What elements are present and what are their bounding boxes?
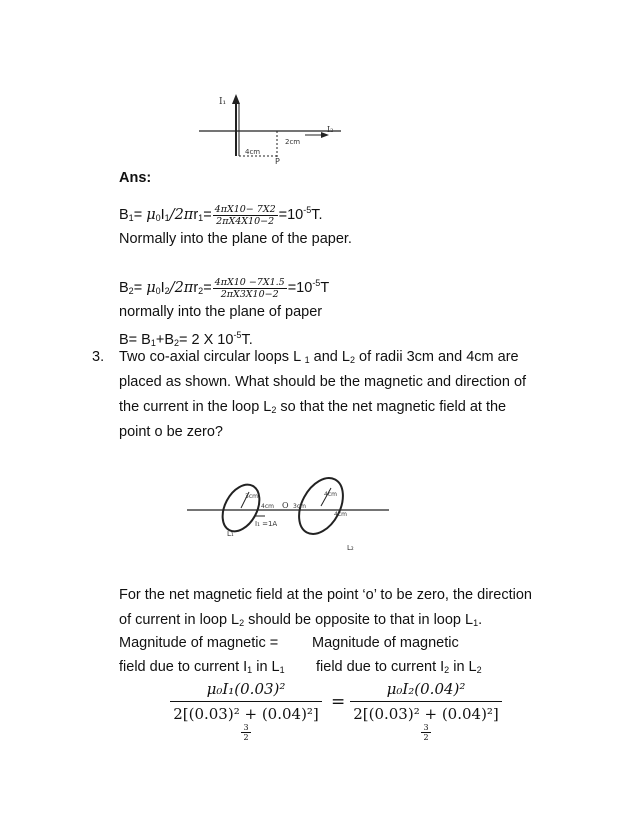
magnitude-left: Magnitude of magnetic = xyxy=(119,635,279,651)
equation-right-fraction xyxy=(350,680,502,750)
equation-left-denominator: 2[(0.03)² + (0.04)²] $\frac{3}{2}$ xyxy=(173,705,319,742)
magnitude-right: Magnitude of magnetic xyxy=(312,635,459,651)
fig2-label-l2: L₂ xyxy=(347,544,354,552)
fig2-label-r1: 3cm xyxy=(245,493,258,500)
fig2-label-r2: 4cm xyxy=(324,491,337,498)
b-total: $B= B_1+B_2= 2$ X $10^{-5}T$. xyxy=(119,330,253,348)
question-3-line-2: placed as shown. What should be the magnetic and direction of xyxy=(119,374,527,390)
figure-straight-wires xyxy=(195,88,345,166)
b2-equation: $B_2= \mu_0I_2/2\pi r_2=$ $\frac{4\pi X10 -7X1.5}{2\pi X3X10-2}$ $=10^{-5}T$ xyxy=(119,276,330,300)
b1-fraction: $\frac{4\pi X10- 7X2}{2\pi X4X10-2}$ xyxy=(214,203,276,227)
equation-left-fraction xyxy=(170,680,322,750)
fig1-label-d2: 4cm xyxy=(245,148,261,156)
solution-line-2: of current in loop $L_2$ should be opposite to that in loop $L_1$. xyxy=(119,612,483,628)
equation-right-denominator: 2[(0.03)² + (0.04)²] $\frac{3}{2}$ xyxy=(353,705,499,742)
fig2-label-o: O xyxy=(282,501,289,510)
equation-right-numerator: μ₀I₂(0.04)² xyxy=(350,680,502,702)
question-3-number: 3. xyxy=(92,349,105,365)
into-plane-1: Normally into the plane of the paper. xyxy=(119,231,352,247)
fig1-label-i2: I₂ xyxy=(327,125,334,134)
field-right: field due to current $I_2$ in $L_2$ xyxy=(316,659,482,675)
question-3-line-1: Two co-axial circular loops L $_1$ and $L_2$ of radii 3cm and 4cm are xyxy=(119,349,519,365)
fig2-label-current: I₁ =1A xyxy=(255,520,278,528)
into-plane-2: normally into the plane of paper xyxy=(119,304,323,320)
figure-coaxial-loops xyxy=(183,474,393,556)
question-3-line-4: point o be zero? xyxy=(119,424,223,440)
fig1-label-p: P xyxy=(275,157,280,166)
equation-equals: = xyxy=(331,692,346,712)
fig2-label-x: 4cm xyxy=(261,503,274,510)
fig2-label-c: 3cm xyxy=(293,503,306,510)
fig1-label-i1: I₁ xyxy=(219,97,227,107)
field-left: field due to current $I_1$ in $L_1$ xyxy=(119,659,285,675)
equation-left-numerator: μ₀I₁(0.03)² xyxy=(170,680,322,702)
ans-label: Ans: xyxy=(119,170,152,186)
b2-fraction: $\frac{4\pi X10 -7X1.5}{2\pi X3X10-2}$ xyxy=(214,276,285,300)
question-3-line-3: the current in the loop $L_2$ so that the net magnetic field at the xyxy=(119,399,507,415)
b1-equation: $B_1= \mu_0I_1/2\pi r_1=$ $\frac{4\pi X10- 7X2}{2\pi X4X10-2}$ $=10^{-5}T$. xyxy=(119,203,323,227)
fig2-label-c2: 4cm xyxy=(334,511,347,518)
fig2-label-l1: L₁ xyxy=(227,530,234,538)
fig1-label-d1: 2cm xyxy=(285,138,301,146)
solution-line-1: For the net magnetic field at the point ‘o’ to be zero, the direction xyxy=(119,587,532,603)
